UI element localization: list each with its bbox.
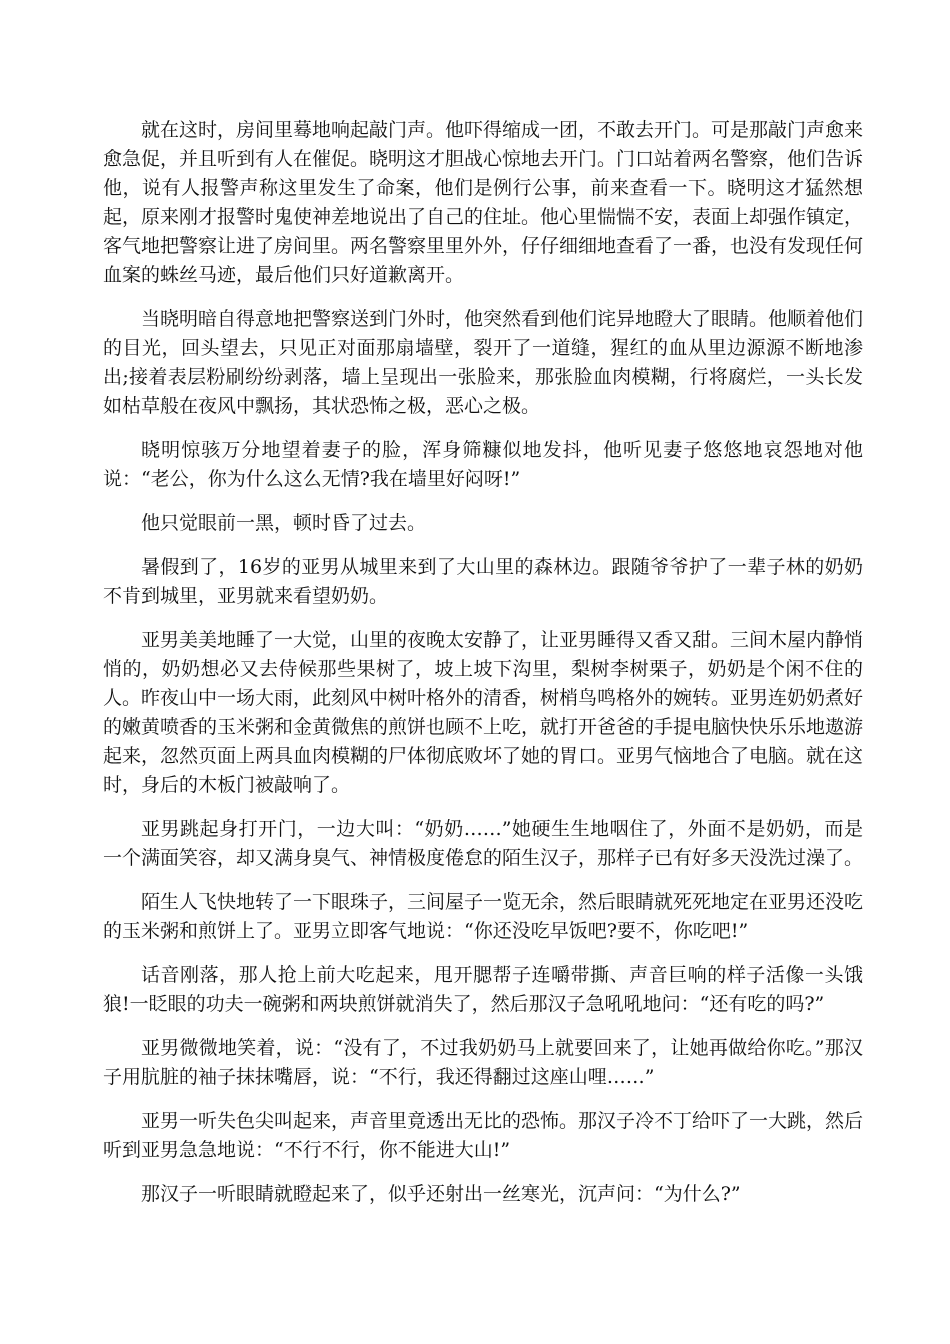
document-body: [103, 116, 863, 1224]
paragraph: 亚男跳起身打开门，一边大叫：“奶奶……”她硬生生地咽住了，外面不是奶奶，而是一个满面笑容，却又满身臭气、神情极度倦怠的陌生汉子，那样子已有好多天没洗过澡了。: [103, 818, 864, 869]
paragraph: 晓明惊骇万分地望着妻子的脸，浑身筛糠似地发抖，他听见妻子悠悠地哀怨地对他说：“老公，你为什么这么无情?我在墙里好闷呀!”: [103, 439, 863, 490]
paragraph: 他只觉眼前一黑，顿时昏了过去。: [141, 512, 427, 534]
paragraph: 就在这时，房间里蓦地响起敲门声。他吓得缩成一团，不敢去开门。可是那敲门声愈来愈急促，并且听到有人在催促。晓明这才胆战心惊地去开门。门口站着两名警察，他们告诉他，说有人报警声称这里发生了命案，他们是例行公事，前来查看一下。晓明这才猛然想起，原来刚才报警时鬼使神差地说出了自己的住址。他心里惴惴不安，表面上却强作镇定，客气地把警察让进了房间里。两名警察里里外外，仔仔细细地查看了一番，也没有发现任何血案的蛛丝马迹，最后他们只好道歉离开。: [103, 119, 864, 286]
paragraph: 亚男一听失色尖叫起来，声音里竟透出无比的恐怖。那汉子冷不丁给吓了一大跳，然后听到亚男急急地说：“不行不行，你不能进大山!”: [103, 1110, 864, 1161]
paragraph: 陌生人飞快地转了一下眼珠子，三间屋子一览无余，然后眼睛就死死地定在亚男还没吃的玉米粥和煎饼上了。亚男立即客气地说：“你还没吃早饭吧?要不，你吃吧!”: [103, 891, 864, 942]
paragraph: 亚男美美地睡了一大觉，山里的夜晚太安静了，让亚男睡得又香又甜。三间木屋内静悄悄的，奶奶想必又去侍候那些果树了，坡上坡下沟里，梨树李树栗子，奶奶是个闲不住的人。昨夜山中一场大雨，此刻风中树叶格外的清香，树梢鸟鸣格外的婉转。亚男连奶奶煮好的嫩黄喷香的玉米粥和金黄微焦的煎饼也顾不上吃，就打开爸爸的手提电脑快快乐乐地遨游起来，忽然页面上两具血肉模糊的尸体彻底败坏了她的胃口。亚男气恼地合了电脑。就在这时，身后的木板门被敲响了。: [103, 629, 864, 796]
paragraph: 亚男微微地笑着，说：“没有了，不过我奶奶马上就要回来了，让她再做给你吃。”那汉子用肮脏的袖子抹抹嘴唇，说：“不行，我还得翻过这座山哩……”: [103, 1037, 863, 1088]
paragraph: 那汉子一听眼睛就瞪起来了，似乎还射出一丝寒光，沉声问：“为什么?”: [141, 1183, 741, 1205]
paragraph: 话音刚落，那人抢上前大吃起来，甩开腮帮子连嚼带撕、声音巨响的样子活像一头饿狼!一眨眼的功夫一碗粥和两块煎饼就消失了，然后那汉子急吼吼地问：“还有吃的吗?”: [103, 964, 863, 1015]
paragraph: 当晓明暗自得意地把警察送到门外时，他突然看到他们诧异地瞪大了眼睛。他顺着他们的目光，回头望去，只见正对面那扇墙壁，裂开了一道缝，猩红的血从里边源源不断地渗出;接着表层粉刷纷纷剥落，墙上呈现出一张脸来，那张脸血肉模糊，行将腐烂，一头长发如枯草般在夜风中飘扬，其状恐怖之极，恶心之极。: [103, 308, 864, 417]
paragraph: 暑假到了，16岁的亚男从城里来到了大山里的森林边。跟随爷爷护了一辈子林的奶奶不肯到城里，亚男就来看望奶奶。: [103, 556, 863, 607]
